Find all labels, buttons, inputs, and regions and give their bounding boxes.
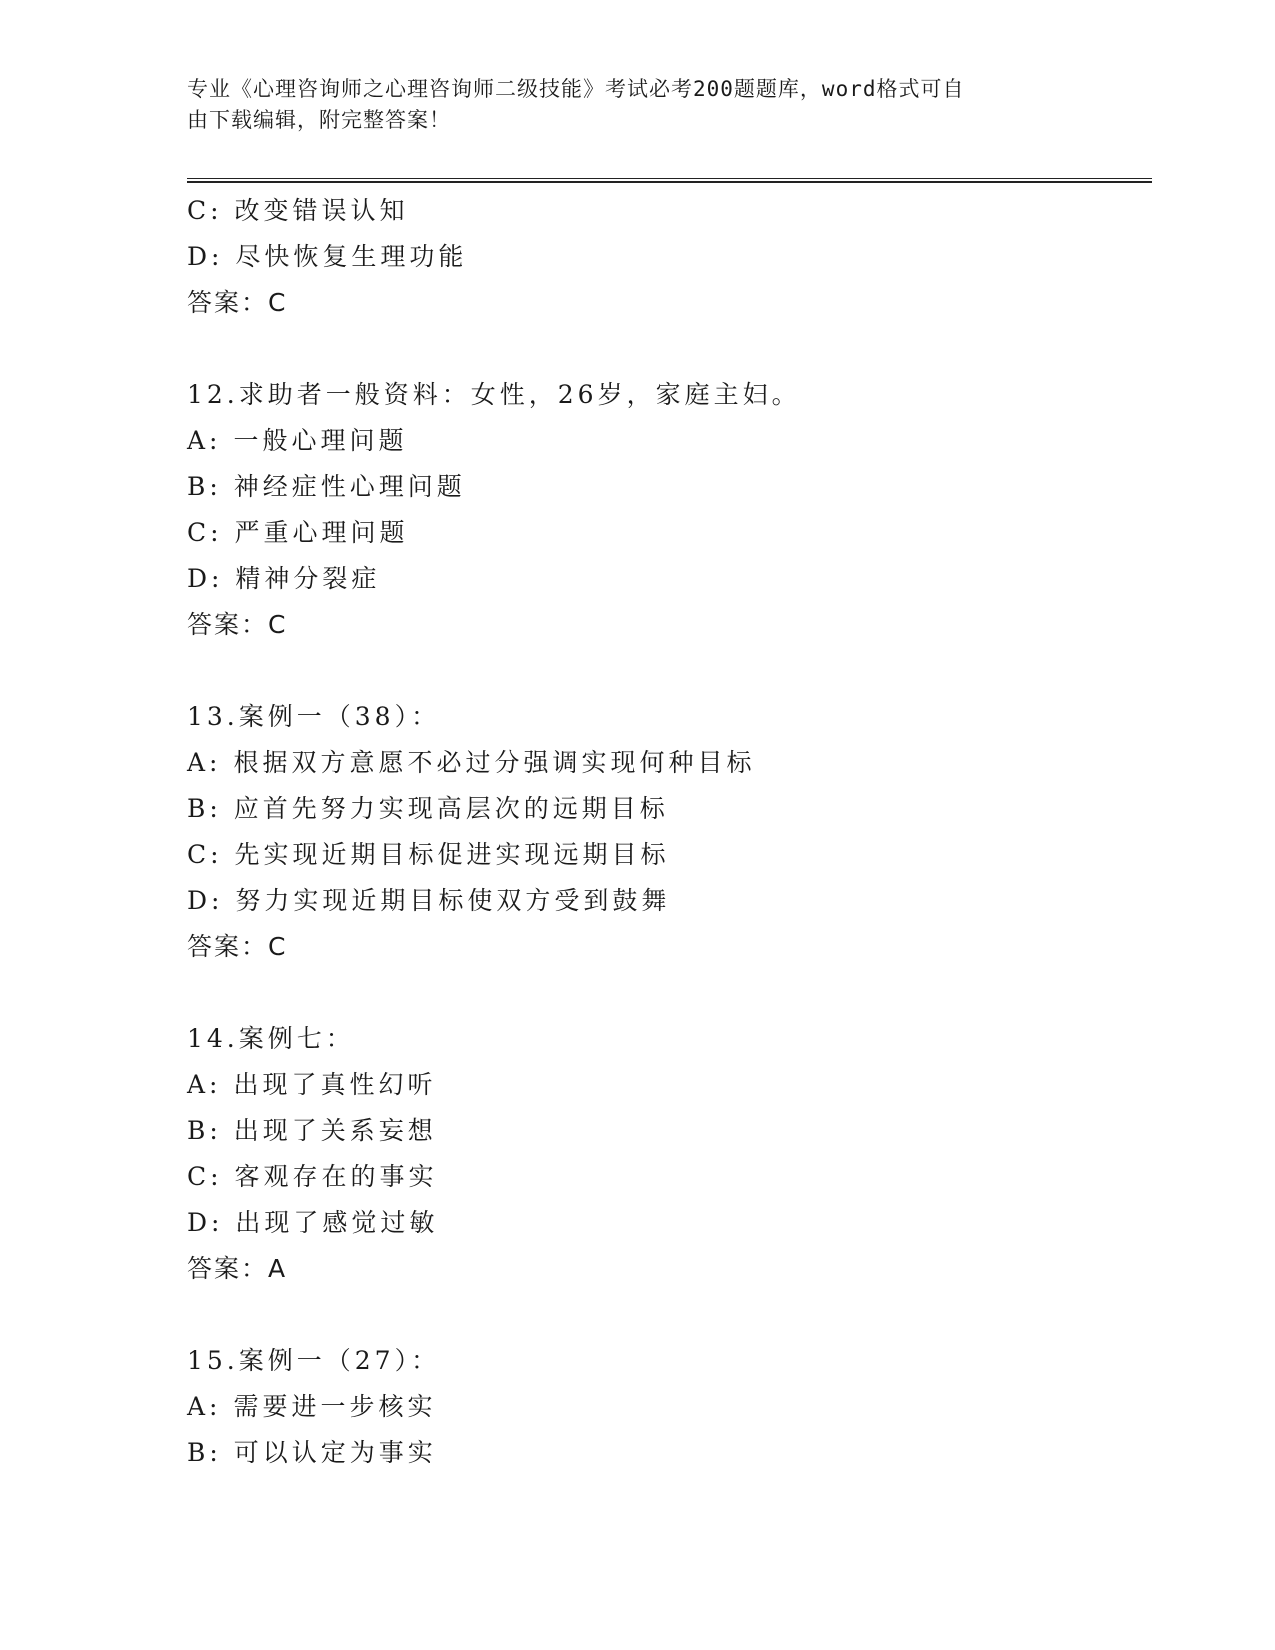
option-text: 出现了真性幻听 xyxy=(233,1070,437,1099)
page-header xyxy=(187,74,1087,136)
option-line xyxy=(187,1154,1147,1200)
question-stem: 14.案例七： xyxy=(187,1024,355,1053)
option-letter: C: xyxy=(187,1162,223,1191)
option-text: 改变错误认知 xyxy=(234,196,409,225)
option-letter: A: xyxy=(187,1070,222,1099)
option-text: 严重心理问题 xyxy=(234,518,409,547)
option-text: 出现了感觉过敏 xyxy=(235,1208,439,1237)
spacer xyxy=(187,1292,1147,1338)
option-text: 神经症性心理问题 xyxy=(233,472,466,501)
option-text: 一般心理问题 xyxy=(233,426,408,455)
option-line xyxy=(187,556,1147,602)
option-letter: B: xyxy=(187,794,222,823)
option-text: 根据双方意愿不必过分强调实现何种目标 xyxy=(233,748,756,777)
option-line xyxy=(187,878,1147,924)
spacer xyxy=(187,326,1147,372)
option-text: 精神分裂症 xyxy=(235,564,381,593)
option-letter: A: xyxy=(187,426,222,455)
spacer xyxy=(187,648,1147,694)
option-line xyxy=(187,418,1147,464)
question-stem: 15.案例一（27）： xyxy=(187,1346,441,1375)
answer-line: 答案：C xyxy=(187,610,288,639)
option-line xyxy=(187,234,1147,280)
question-stem: 13.案例一（38）： xyxy=(187,702,441,731)
option-text: 应首先努力实现高层次的远期目标 xyxy=(233,794,669,823)
option-text: 需要进一步核实 xyxy=(233,1392,437,1421)
option-letter: C: xyxy=(187,840,223,869)
header-divider xyxy=(187,178,1152,183)
option-letter: D: xyxy=(187,886,224,915)
option-line xyxy=(187,188,1147,234)
question-stem: 12.求助者一般资料：女性，26岁，家庭主妇。 xyxy=(187,380,801,409)
spacer xyxy=(187,970,1147,1016)
option-text: 先实现近期目标促进实现远期目标 xyxy=(234,840,670,869)
option-letter: C: xyxy=(187,196,223,225)
option-letter: D: xyxy=(187,242,224,271)
option-text: 努力实现近期目标使双方受到鼓舞 xyxy=(235,886,671,915)
option-text: 尽快恢复生理功能 xyxy=(235,242,468,271)
option-letter: A: xyxy=(187,748,222,777)
option-line xyxy=(187,1062,1147,1108)
option-letter: B: xyxy=(187,1438,222,1467)
option-letter: D: xyxy=(187,564,224,593)
option-letter: D: xyxy=(187,1208,224,1237)
option-text: 出现了关系妄想 xyxy=(233,1116,437,1145)
option-line xyxy=(187,832,1147,878)
option-line xyxy=(187,1108,1147,1154)
option-line xyxy=(187,1384,1147,1430)
option-line xyxy=(187,464,1147,510)
option-line xyxy=(187,786,1147,832)
header-line-1: 专业《心理咨询师之心理咨询师二级技能》考试必考200题题库，word格式可自 xyxy=(187,77,965,101)
option-text: 客观存在的事实 xyxy=(234,1162,438,1191)
option-letter: C: xyxy=(187,518,223,547)
option-text: 可以认定为事实 xyxy=(233,1438,437,1467)
option-line xyxy=(187,510,1147,556)
question-list xyxy=(187,188,1147,1476)
option-letter: A: xyxy=(187,1392,222,1421)
option-letter: B: xyxy=(187,472,222,501)
header-line-2: 由下载编辑，附完整答案！ xyxy=(187,108,451,132)
option-line xyxy=(187,1430,1147,1476)
answer-line: 答案：C xyxy=(187,932,288,961)
option-line xyxy=(187,1200,1147,1246)
option-line xyxy=(187,740,1147,786)
answer-line: 答案：A xyxy=(187,1254,288,1283)
answer-line: 答案：C xyxy=(187,288,288,317)
option-letter: B: xyxy=(187,1116,222,1145)
